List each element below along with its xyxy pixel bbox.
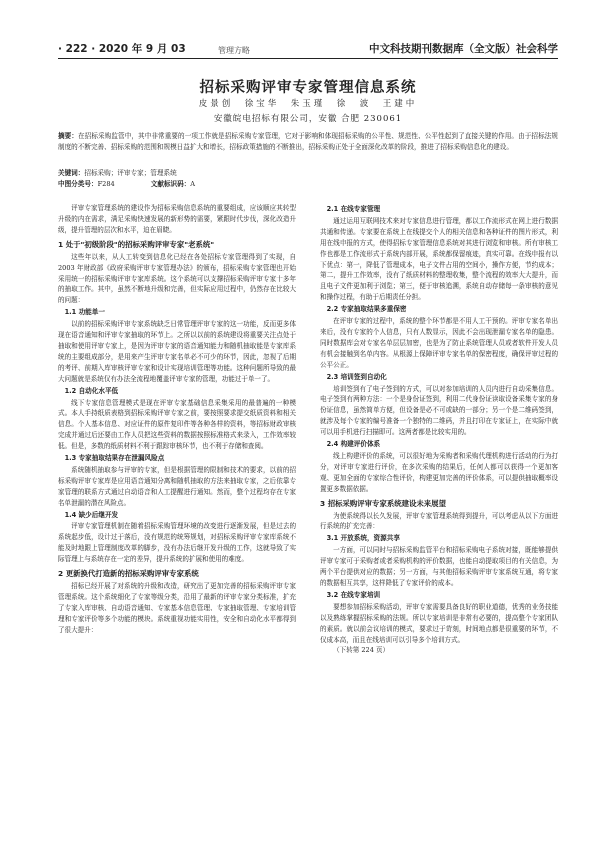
right-heading: 3 招标采购评审专家系统建设未来展望 <box>320 498 446 508</box>
column-name: 管理方略 <box>218 46 250 55</box>
abstract-text: 在招标采购监管中，其中非常重要的一项工作就是招标采购专家管理，它对于影响和体现招标采购的公平性、规范性、公平性起到了直接关键的作用。由于招标法规制度的不断完善、招标采购的范围和规模日益扩大和增长，招标政策措施的不断推出，招标采购正处于全面深化改革的阶段，推进了招标采购信息化的建设。 <box>58 132 559 151</box>
right-paragraph: 在评审专家的过程中，系统的整个环节都是不用人工干预的。评审专家名单出来后，没有专家的个人信息，只有人数显示，因此不会出现泄漏专家名单的隐患。同时数据库会对专家名单层层加密，也是为了防止系统管理人员或者软件开发人员有机会接触到名单内容。从根源上保障评审专家名单的保密程度，确保评审过程的公平公正。 <box>320 317 558 369</box>
right-paragraph: 培训签到有了电子签到的方式，可以对参加培训的人员内进行自动采集信息。电子签到有两种方法：一个是身份证签到，利用二代身份证读取设备采集专家的身份证信息，虽然简单方便，但设备是必不可或缺的一部分；另一个是二维码签到，就涉及每个专家的编号准备一个独特的二维码，并且打印在专家证上，在实际中就可以用手机进行扫描即可。这两者都是比较实用的。 <box>320 384 558 437</box>
left-paragraph: 这些年以来，从人工转变到信息化已经在各处招标专家管理得到了实现，自 2003 年财政部《政府采购评审专家管理办法》的颁布，招标采购专家管理也开始采用统一的招标采购评审专家库系统。这个系统可以支撑招标采购评审专家十多年的抽取工作。其中，虽然不断地升级和完善，但实际应用过程中，仍然存在比较大的问题： <box>58 252 296 305</box>
paper-affiliation: 安徽皖电招标有限公司，安徽 合肥 230061 <box>213 114 403 124</box>
keywords <box>58 168 558 179</box>
right-heading: 2.3 培训签到自动化 <box>326 372 387 381</box>
clc-label: 中图分类号： <box>58 180 98 188</box>
left-heading: 1.4 缺少后继开发 <box>64 510 119 519</box>
right-heading: 2.2 专家抽取结果多重保密 <box>326 305 407 314</box>
left-heading: 1.1 功能单一 <box>64 308 105 317</box>
right-paragraph: 通过运用互联网技术来对专家信息进行管理，都以工作流形式在网上进行数据共通和传递。专家要在系统上在线提交个人的相关信息和各种证件的图片形式，利用在线申报的方式，使得招标专家管理信息系统对其进行浏览和审核。所有审核工作也都是工作流形式于系统内部开展，系统都保留痕迹，真实可靠。在线申报有以下优点：第一，降低了管理成本，电子文件占用的空间小，操作方便，节约成本；第二，提升工作效率，没有了纸质材料的整理收集，整个流程的效率大大提升，而且电子文件更加利于浏览；第三，便于审核追溯，系统自动存储每一条审核的意见和操作过程，有助于后期责任分担。 <box>320 216 558 302</box>
left-paragraph: 招标已经开展了对系统的升级和改造，研究出了更加完善的招标采购评审专家管理系统。这个系统细化了专家等级分类，沿用了最新的评审专家分类标准，扩充了专家入库审核、自动语音通知、专家基本信息管理、专家抽取管理、专家培训管理和专家评价等多个功能的模块。系统重视功能实用性，安全和自动化水平都得到了很大提升： <box>58 582 296 634</box>
right-column <box>320 203 558 803</box>
right-paragraph: 为使系统得以长久发展，评审专家管理系统得到提升，可以考虑从以下方面进行系统的扩充完善： <box>320 511 558 531</box>
right-paragraph: 要想参加招标采购活动，评审专家需要具备良好的职业道德，优秀的业务技能以及熟练掌握招标采购的法规。所以专家培训是非常有必要的，提高整个专家团队的素质。就以前会议培训的模式，要求过于苛刻，时间地点都是很重要的环节，不仅成本高，而且在线培训可以引导多个培训方式。 <box>320 602 558 644</box>
left-heading: 1.2 自动化水平低 <box>64 386 119 395</box>
classification <box>58 179 558 190</box>
right-paragraph: （下转第 224 页） <box>333 646 390 655</box>
doc-code-label: 文献标识码： <box>150 180 191 188</box>
right-heading: 3.1 开放系统，资源共享 <box>326 534 400 543</box>
left-heading: 2 更新换代打造新的招标采购评审专家系统 <box>58 569 199 579</box>
paper-title: 招标采购评审专家管理信息系统 <box>199 80 417 96</box>
doc-code-value: A <box>190 180 196 188</box>
left-heading: 1 处于"初级阶段"的招标采购评审专家"老系统" <box>58 239 215 249</box>
right-heading: 3.2 在线专家培训 <box>326 590 381 599</box>
keywords-text: 招标采购；评审专家；管理系统 <box>84 169 177 177</box>
page-date: · 222 · 2020 年 9 月 03 <box>58 43 186 55</box>
keywords-label: 关键词： <box>58 169 85 177</box>
journal-name: 中文科技期刊数据库（全文版）社会科学 <box>369 43 558 55</box>
left-paragraph: 系统随机抽取参与评审的专家，但是根据管理的限制和技术的要求，以前的招标采购评审专家库是应用语音通知分离和随机抽取的方法来抽取专家，之后依靠专家管理的联系方式通过自动语音和人工提醒进行通知。然而，整个过程均存在专家名单泄漏的潜在风险点。 <box>58 465 296 507</box>
left-paragraph: 评审专家管理机制在随着招标采购管理环境的改变进行逐渐发展，但是过去的系统起步低，设计过于落后，没有规范的统筹规划，对招标采购评审专家库系统不能及时地跟上管理制度改革的脚步，没有办法后继开发升级的工作，这就导致了实际管理上与系统存在一定的差异，提升系统的扩展和使用的难度。 <box>58 522 296 564</box>
left-paragraph: 以前的招标采购评审专家系统缺乏日常管理评审专家的这一功能，反而更多体现在语音通知和评审专家抽取的环节上。之所以以前的系统建设将重要关注点处于抽取和使用评审专家上，是因为评审专家的语音通知能力和随机抽取能是专家库系统的主要组成部分，是用来产生评审专家名单必不可少的环节，因此，忽视了后期的考评、前期入库审核评审专家和设计实现培训管理等功能。这种问题所导致的最大问题就是系统仅有办法全流程地覆盖评审专家的管理，功能过于单一了。 <box>58 320 296 383</box>
left-paragraph: 线下专家信息管理模式是现在评审专家基础信息采集采用的最普遍的一种模式。本人手持纸质表格到招标采购评审专家之前，要按照要求提交纸质资料和相关信息。个人基本信息、对应证件的原件复印件等各种各样的资料，等招标财政审核完成并通过后还要由工作人员把这些资料的数据按照标准格式来录入，工作效率较低。但是，多数的纸质材料不利于跟踪审核环节，也不利于存储和查阅。 <box>58 398 296 451</box>
left-heading: 1.3 专家抽取结果存在泄漏风险点 <box>64 454 165 463</box>
left-column <box>58 203 296 803</box>
right-heading: 2.1 在线专家管理 <box>326 205 381 213</box>
paper-authors: 皮景创 徐宝华 朱玉瑾 徐 波 王建中 <box>198 99 418 109</box>
clc-value: F284 <box>97 180 115 188</box>
abstract-label: 摘要： <box>58 132 79 140</box>
abstract <box>58 131 558 153</box>
right-paragraph: 线上构建评价的系统，可以很好地为采购者和采购代理机构进行活动的行为打分，对评审专家进行评价，在多次采购的结果后，任何人都可以获得一个更加客观、更加全面的专家综合性评价，构建更加完善的评价体系，可以提供抽取概率设置更多数据依据。 <box>320 451 558 493</box>
header-rule <box>58 58 558 59</box>
running-header <box>58 40 558 56</box>
right-paragraph: 一方面，可以同时与招标采购监管平台和招标采购电子系统对接，既能够提供评审专家可于采购者或者采购机构的评价数据，也能自动提取项目的有关信息，为两个平台提供对应的数据；另一方面，与其他招标采购评审专家系统互通，将专家的数据相互共享，这样降低了专家评价的成本。 <box>320 546 558 587</box>
right-heading: 2.4 构建评价体系 <box>326 440 381 449</box>
left-paragraph: 评审专家管理系统的建设作为招标采购信息系统的重要组成，应该顺应其转型升级的内在需求，满足采购快速发展的新形势的需要，紧跟时代步伐，深化改造升级，提升管理的层次和水平，迫在眉睫。 <box>58 204 296 234</box>
